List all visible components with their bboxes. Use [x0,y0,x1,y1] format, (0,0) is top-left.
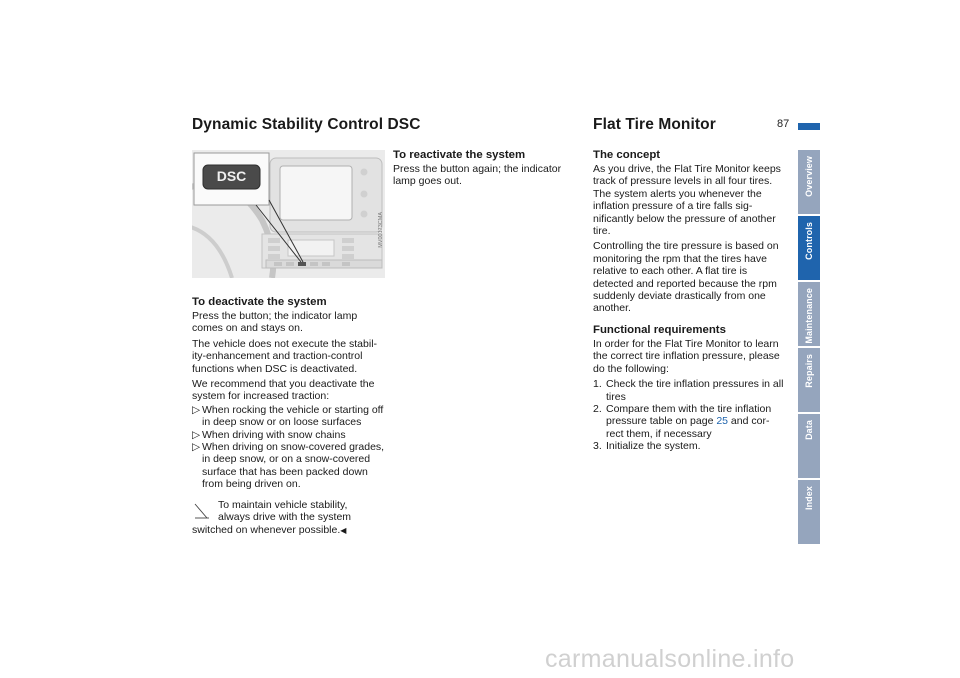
safety-note [192,499,385,537]
heading-concept: The concept [593,149,661,161]
paragraph: Controlling the tire pressure is based on monitoring the rpm that the tires have relative to each other. A flat tire is detected and reported because the rpm suddenly deviate drastically from one another. [593,240,779,315]
step-text: Check the tire inflation pressures in all tires [606,378,784,403]
tab-data[interactable] [798,414,820,478]
step-number: 2. [593,402,602,415]
dsc-button-illustration [192,150,385,278]
step-text: and cor-rect them, if necessary [606,415,770,440]
section-title-flat-tire: Flat Tire Monitor [593,116,716,133]
paragraph: Press the button again; the indicator lamp goes out. [393,163,562,188]
column-deactivate [192,295,385,491]
tab-controls[interactable] [798,216,820,280]
note-text-line1: To maintain vehicle stability, [218,499,348,511]
tab-controls-label: Controls [804,222,814,260]
heading-reactivate: To reactivate the system [393,149,526,161]
column-flat-tire [593,148,786,453]
step-text: Compare them with the tire inflation pressure table on page [606,402,772,428]
tab-repairs[interactable] [798,348,820,412]
heading-functional-requirements: Functional requirements [593,323,726,336]
page-number: 87 [777,118,790,130]
step-number: 1. [593,378,602,391]
dsc-button-label: DSC [216,168,247,184]
tab-index-label: Index [804,486,814,511]
paragraph: The vehicle does not execute the stabil-ity-enhancement and traction-control functions when DSC is deactivated. [192,337,378,375]
figure-code: MV00173CMA [378,212,384,248]
bullet-arrow: ▷ [192,428,201,441]
paragraph: In order for the Flat Tire Monitor to learn the correct tire inflation pressure, please do the following: [593,337,780,375]
page-link[interactable]: 25 [716,415,729,428]
tab-repairs-label: Repairs [804,354,814,388]
list-item [192,429,385,441]
tab-maintenance-label: Maintenance [804,288,814,344]
column-reactivate [393,148,579,191]
paragraph: We recommend that you deactivate the system for increased traction: [192,378,375,403]
list-item-text: When driving with snow chains [202,428,346,441]
end-marker-icon: ◀ [340,525,347,535]
note-text-line3: switched on whenever possible. [192,523,341,536]
step-text: Initialize the system. [606,440,701,453]
bullet-arrow: ▷ [192,441,201,454]
tab-data-label: Data [804,420,814,440]
heading-deactivate: To deactivate the system [192,296,327,308]
list-item [192,441,385,491]
paragraph: As you drive, the Flat Tire Monitor keeps track of pressure levels in all four tires. The system alerts you whenever the inflation pressure of a tire falls sig-nificantly below the pressure of another tire. [593,163,781,238]
step-item [593,440,786,452]
bullet-arrow: ▷ [192,403,201,416]
tab-maintenance[interactable] [798,282,820,346]
watermark: carmanualsonline.info [545,645,795,673]
note-icon [192,502,210,520]
tab-overview[interactable] [798,150,820,214]
list-item-text: When driving on snow-covered grades, in deep snow, or on a snow-covered surface that has been packed down from being driven on. [202,441,385,491]
list-item-text: When rocking the vehicle or starting off in deep snow or on loose surfaces [202,403,384,429]
step-item [593,378,786,403]
tab-overview-label: Overview [804,156,814,197]
note-text-line2: always drive with the system [218,511,352,524]
page-marker-bar [798,123,820,130]
list-item [192,404,385,429]
step-item [593,403,786,440]
tab-index[interactable] [798,480,820,544]
step-number: 3. [593,440,602,453]
section-title-dsc: Dynamic Stability Control DSC [192,116,421,133]
paragraph: Press the button; the indicator lamp comes on and stays on. [192,310,358,335]
